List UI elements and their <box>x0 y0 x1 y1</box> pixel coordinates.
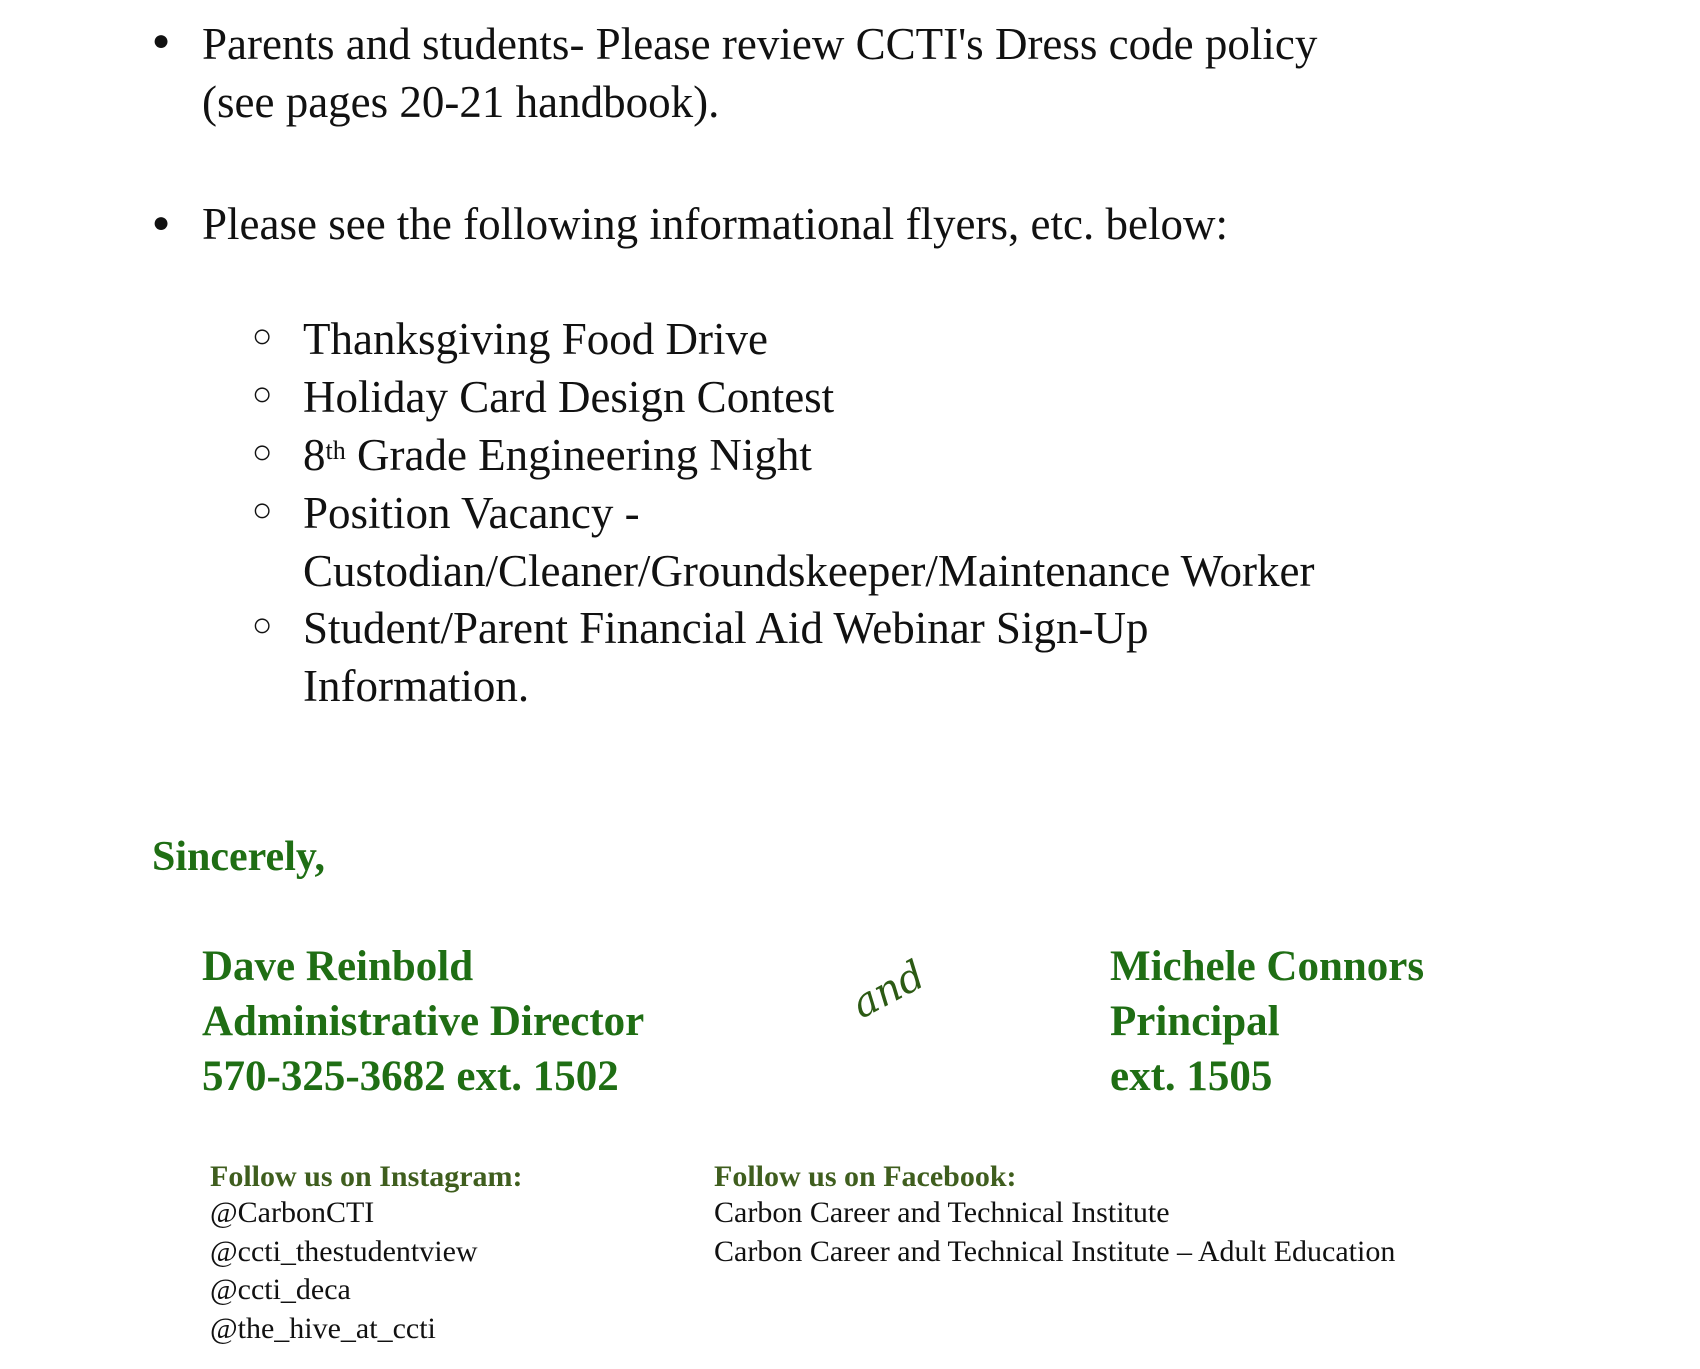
signer-name: Dave Reinbold <box>202 943 474 990</box>
closing: Sincerely, <box>152 834 326 880</box>
text-line: Information. <box>303 661 530 711</box>
facebook-page: Carbon Career and Technical Institute <box>714 1196 1170 1229</box>
instagram-handle: @the_hive_at_ccti <box>210 1311 436 1345</box>
instagram-section <box>210 1160 523 1348</box>
instagram-heading: Follow us on Instagram: <box>210 1160 523 1193</box>
text-line: Student/Parent Financial Aid Webinar Sign-Up <box>303 603 1149 653</box>
list-item: Holiday Card Design Contest <box>303 372 835 422</box>
instagram-handle: @CarbonCTI <box>210 1196 375 1229</box>
signer-phone: 570-325-3682 ext. 1502 <box>202 1053 619 1100</box>
instagram-handle: @ccti_deca <box>210 1273 351 1306</box>
flyers-intro: Please see the following informational flyers, etc. below: <box>202 199 1228 249</box>
instagram-handle: @ccti_thestudentview <box>210 1234 478 1268</box>
circle-bullet-icon: ○ <box>252 607 273 644</box>
signer-director <box>202 939 644 1104</box>
item-text: Grade Engineering Night <box>345 430 812 480</box>
facebook-pages <box>714 1194 1395 1271</box>
dress-code-note <box>202 15 1317 131</box>
list-item <box>303 484 1314 600</box>
circle-bullet-icon: ○ <box>252 434 273 471</box>
circle-bullet-icon: ○ <box>252 492 273 529</box>
signer-principal <box>1110 939 1424 1104</box>
facebook-section <box>714 1160 1395 1271</box>
circle-bullet-icon: ○ <box>252 376 273 413</box>
bullet-icon: ● <box>152 206 171 239</box>
instagram-handles <box>210 1194 523 1348</box>
signer-phone: ext. 1505 <box>1110 1053 1273 1100</box>
ordinal-suffix: th <box>325 436 346 465</box>
circle-bullet-icon: ○ <box>252 318 273 355</box>
bullet-icon: ● <box>152 24 171 57</box>
signer-name: Michele Connors <box>1110 943 1425 990</box>
list-item <box>303 599 1148 715</box>
facebook-page: Carbon Career and Technical Institute – Adult Education <box>714 1234 1396 1268</box>
text-line: Position Vacancy - <box>303 488 640 538</box>
text-line: Custodian/Cleaner/Groundskeeper/Maintenance Worker <box>303 546 1315 596</box>
text-line: Parents and students- Please review CCTI's Dress code policy <box>202 19 1318 69</box>
list-item: Thanksgiving Food Drive <box>303 314 768 364</box>
and-script: and <box>844 952 933 1028</box>
ordinal: 8 <box>303 430 326 480</box>
list-item <box>303 426 812 484</box>
signer-title: Administrative Director <box>202 998 645 1045</box>
signer-title: Principal <box>1110 998 1280 1045</box>
text-line: (see pages 20-21 handbook). <box>202 77 720 127</box>
facebook-heading: Follow us on Facebook: <box>714 1160 1017 1193</box>
